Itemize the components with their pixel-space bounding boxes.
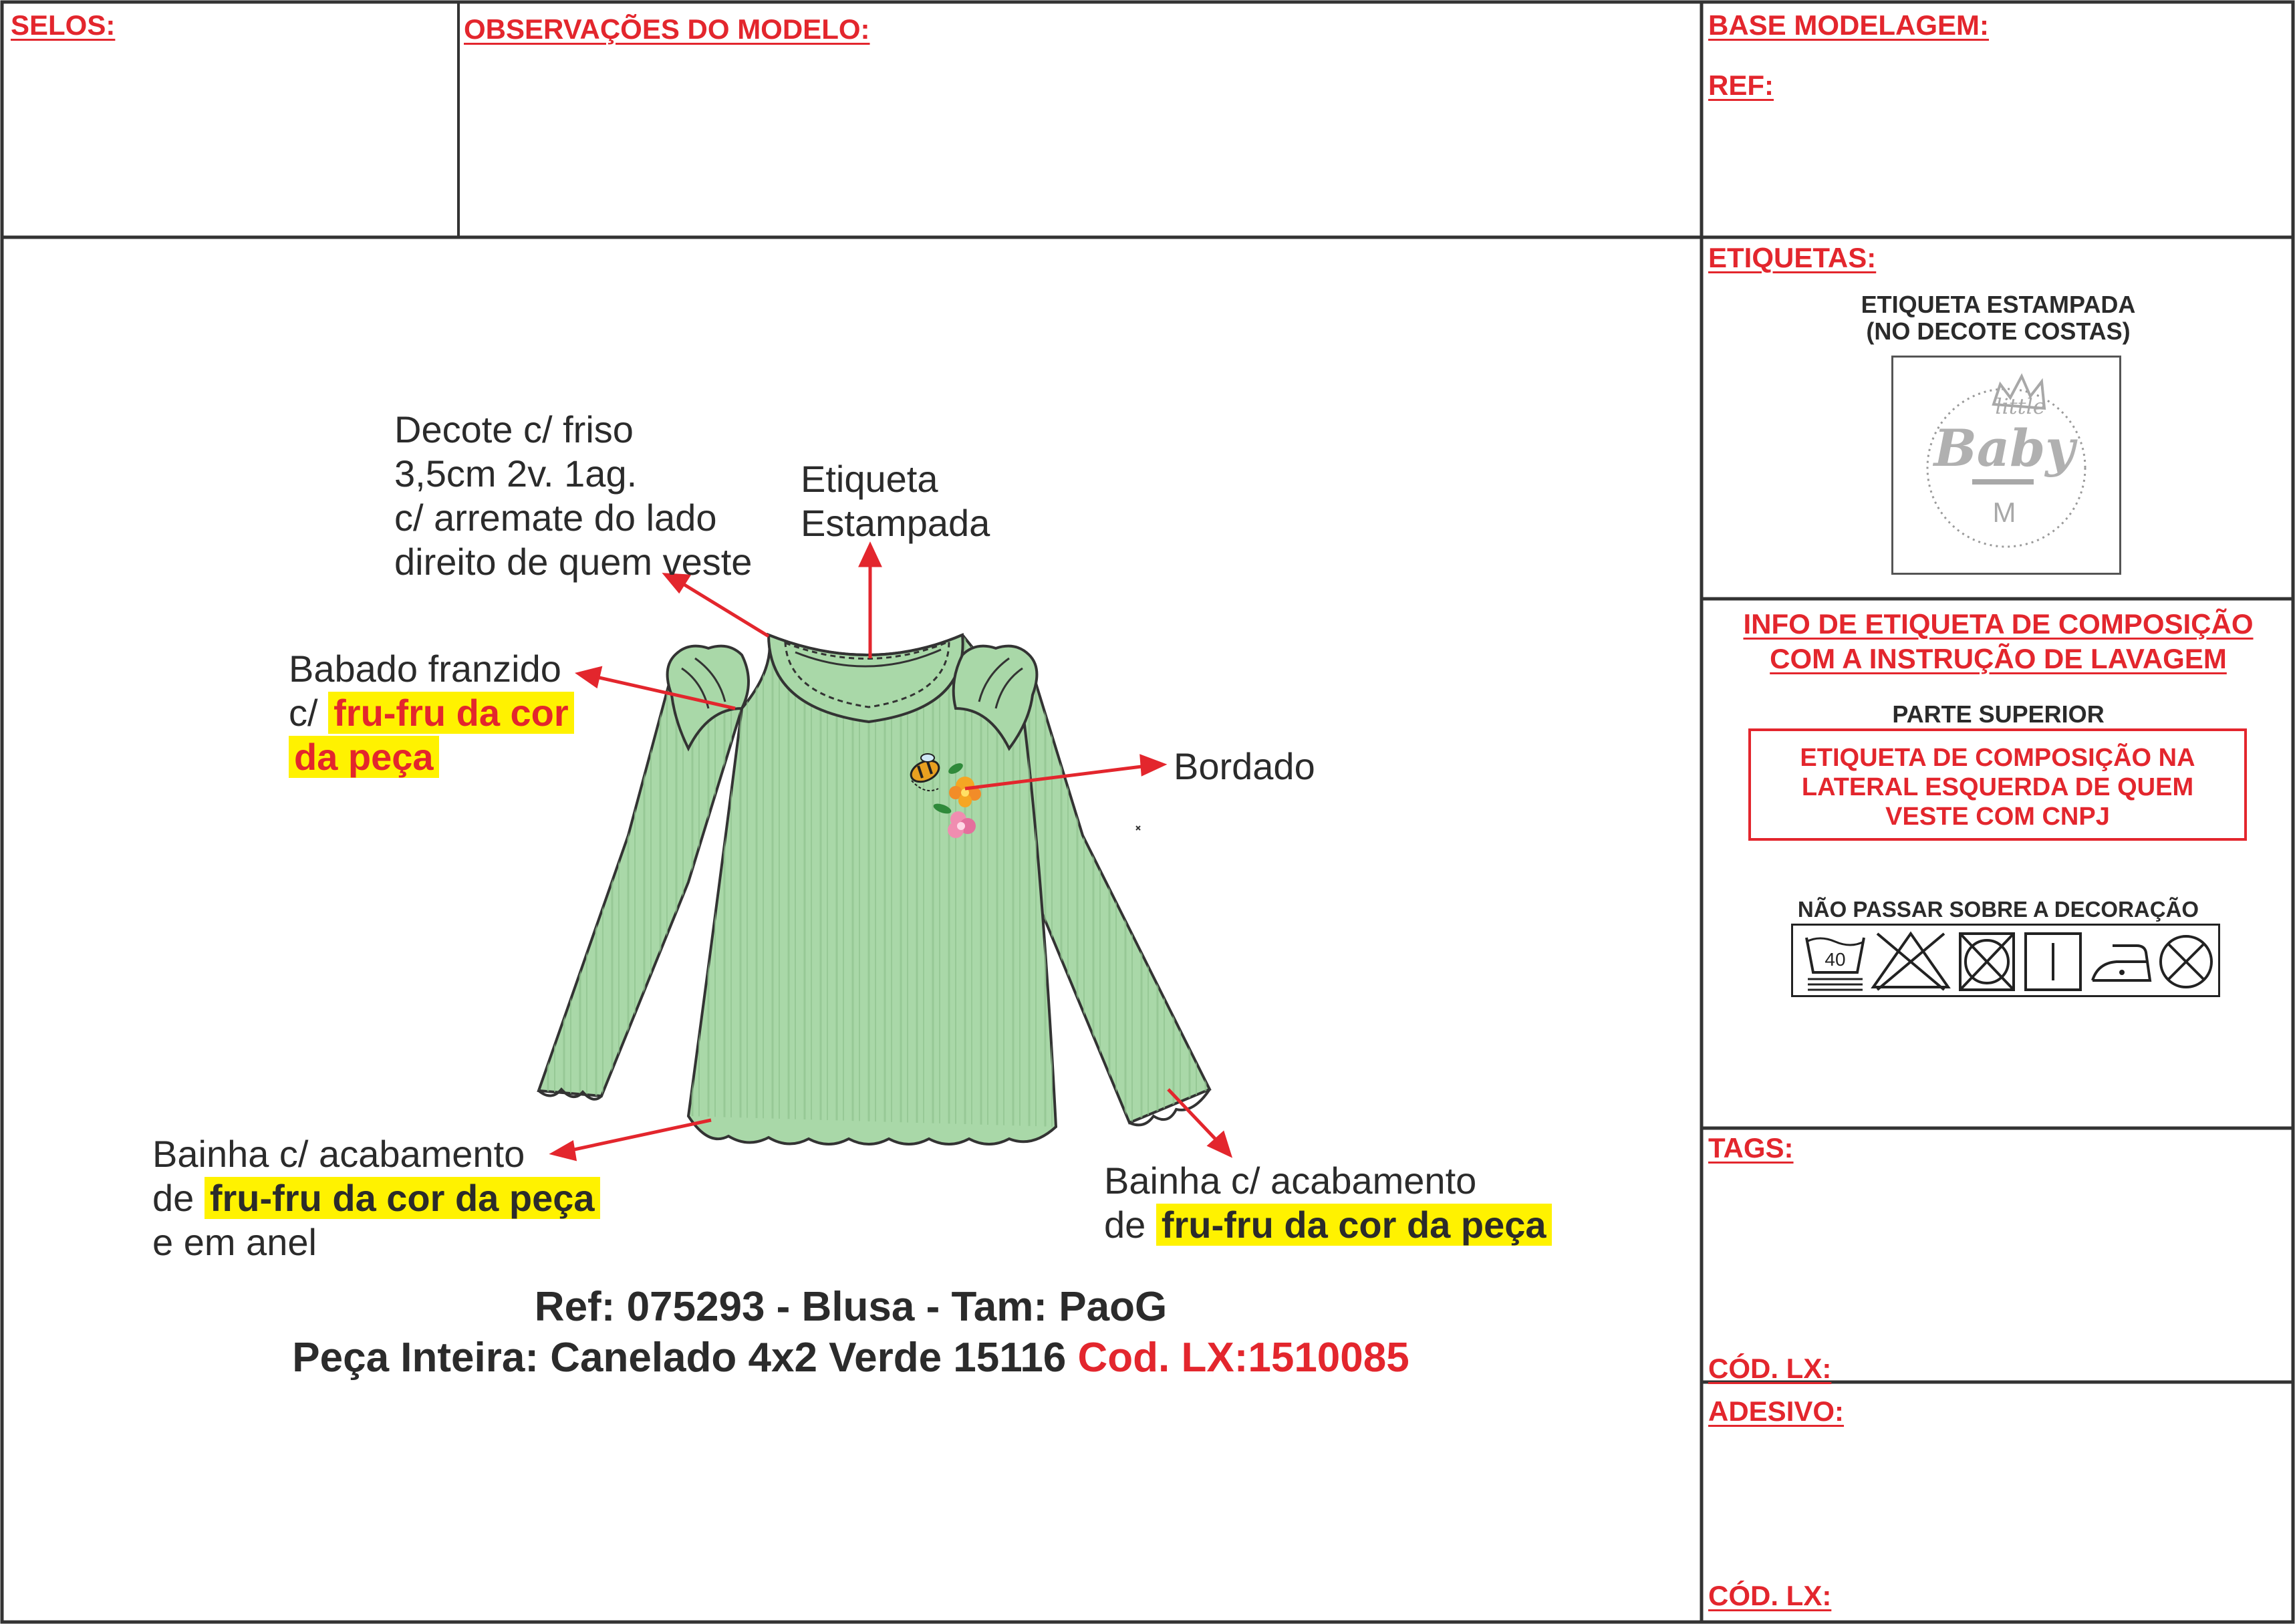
decote-line2: 3,5cm 2v. 1ag. <box>394 452 638 495</box>
babado-note <box>289 647 574 779</box>
bainha-left-note <box>152 1132 600 1264</box>
babado-prefix: c/ <box>289 692 329 734</box>
logo-brand-word: Baby <box>1933 418 2075 478</box>
peca-text: Peça Inteira: Canelado 4x2 Verde 15116 <box>292 1335 1078 1381</box>
composicao-line3: VESTE COM CNPJ <box>1885 803 2110 831</box>
cod-lx-value: Cod. LX:1510085 <box>1077 1335 1409 1381</box>
parte-superior-label: PARTE SUPERIOR <box>1892 700 2105 728</box>
etiqueta-note <box>801 457 990 545</box>
bainha-right-line2 <box>1104 1203 1552 1247</box>
etiquetas-label: ETIQUETAS: <box>1708 242 1877 273</box>
bainha-right-note <box>1104 1159 1552 1247</box>
decote-line3: c/ arremate do lado <box>394 497 717 539</box>
bainha-right-highlight: fru-fru da cor da peça <box>1156 1204 1552 1246</box>
composicao-line2: LATERAL ESQUERDA DE QUEM <box>1801 773 2194 801</box>
nao-passar-label: NÃO PASSAR SOBRE A DECORAÇÃO <box>1797 897 2199 922</box>
decote-line1: Decote c/ friso <box>394 408 634 450</box>
selos-label: SELOS: <box>11 9 116 41</box>
base-modelagem-label: BASE MODELAGEM: <box>1708 9 1989 41</box>
bainha-left-prefix: de <box>152 1177 205 1219</box>
info-title-line1: INFO DE ETIQUETA DE COMPOSIÇÃO <box>1743 608 2254 640</box>
adesivo-label: ADESIVO: <box>1708 1395 1845 1427</box>
ref-label: REF: <box>1708 70 1774 101</box>
ref-title: Ref: 075293 - Blusa - Tam: PaoG <box>534 1284 1168 1330</box>
cod-lx-label-1: CÓD. LX: <box>1708 1353 1832 1384</box>
bainha-left-line1: Bainha c/ acabamento <box>152 1133 525 1175</box>
etiqueta-line1: Etiqueta <box>801 458 938 500</box>
cod-lx-label-2: CÓD. LX: <box>1708 1580 1832 1611</box>
composicao-line1: ETIQUETA DE COMPOSIÇÃO NA <box>1800 744 2195 772</box>
bainha-left-highlight: fru-fru da cor da peça <box>205 1177 600 1219</box>
info-title-line2: COM A INSTRUÇÃO DE LAVAGEM <box>1770 643 2227 674</box>
logo-small-word: little <box>1995 394 2046 419</box>
decote-note <box>394 408 752 584</box>
tags-label: TAGS: <box>1708 1132 1794 1164</box>
peca-title <box>0 1334 1702 1381</box>
bainha-left-line3: e em anel <box>152 1221 317 1263</box>
etiqueta-line2: Estampada <box>801 502 990 544</box>
wash-temp-text: 40 <box>1825 949 1846 970</box>
babado-line2 <box>289 691 574 735</box>
etiqueta-estampada-line1: ETIQUETA ESTAMPADA <box>1861 291 2136 318</box>
bainha-right-prefix: de <box>1104 1204 1156 1246</box>
babado-highlight-1: fru-fru da cor <box>328 692 574 734</box>
babado-line1: Babado franzido <box>289 648 561 690</box>
bainha-left-line2 <box>152 1176 600 1220</box>
etiqueta-estampada-line2: (NO DECOTE COSTAS) <box>1866 317 2131 345</box>
bordado-note: Bordado <box>1174 745 1315 787</box>
bainha-right-line1: Bainha c/ acabamento <box>1104 1160 1477 1202</box>
babado-line3 <box>289 735 574 779</box>
decote-line4: direito de quem veste <box>394 541 753 583</box>
observacoes-label: OBSERVAÇÕES DO MODELO: <box>464 13 870 45</box>
logo-size: M <box>1992 497 2016 528</box>
babado-highlight-2: da peça <box>289 736 439 778</box>
